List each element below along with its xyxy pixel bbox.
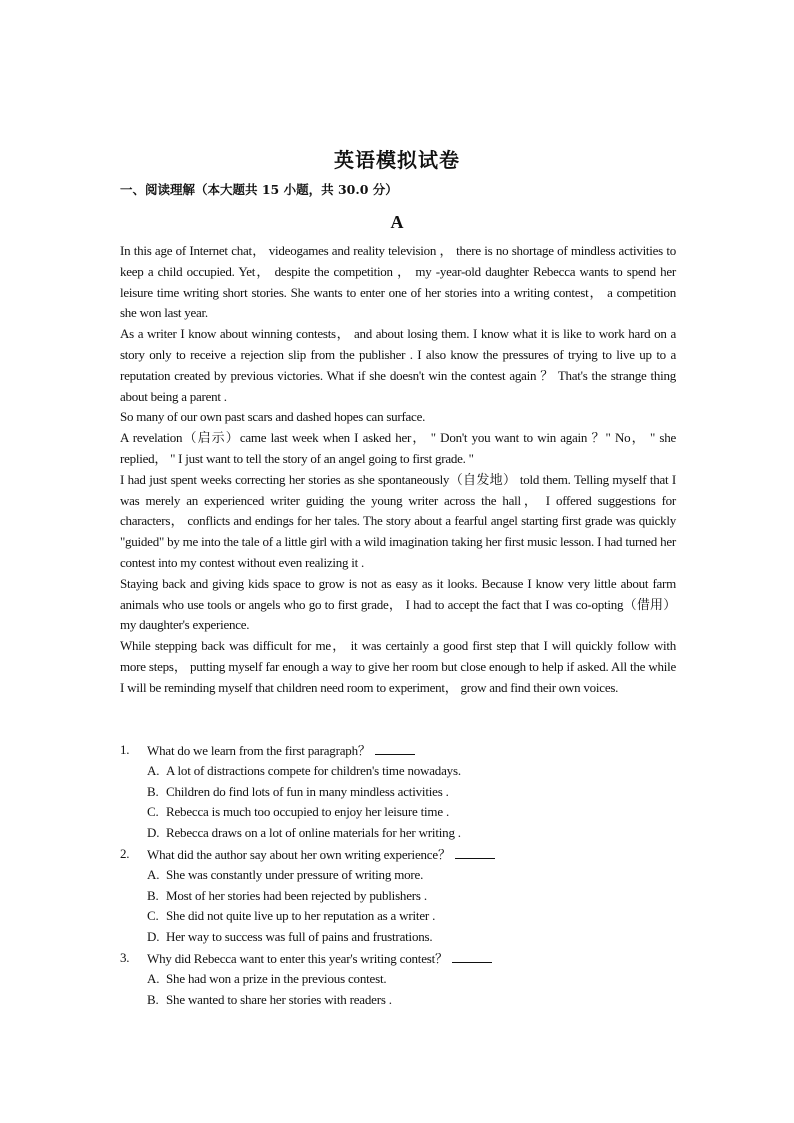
question-stem [120,740,676,761]
option-letter: A. [147,762,160,778]
question-text-wrap [147,844,495,866]
option-text: She was constantly under pressure of writing more. [166,866,424,882]
option-letter: A. [147,970,160,986]
option-letter: B. [147,783,159,799]
question-list [120,740,676,1010]
passage-paragraph-5: I had just spent weeks correcting her stories as she spontaneously（自发地） told them. Telling myself that I was merely an experienced writer guiding the young writer across the hall， I offered suggestions for characters， conflicts and endings for her tales. The story about a fearful angel starting first grade was quickly "guided" by me into the tale of a little girl with a wild imagination taking her first music lesson. I had turned her contest into my contest without even realizing it . [120,471,676,570]
option-text: Children do find lots of fun in many mindless activities . [166,783,449,799]
option-text: Her way to success was full of pains and frustrations. [166,929,433,945]
question-number: 1. [120,742,130,757]
passage-letter: A [390,212,404,232]
option-d[interactable] [120,823,676,844]
answer-blank[interactable] [455,844,495,859]
option-c[interactable] [120,906,676,927]
option-text: She wanted to share her stories with readers . [166,991,392,1007]
passage-paragraph-7: While stepping back was difficult for me， it was certainly a good first step that I will quickly follow with more steps， putting myself far enough a way to give her room but close enough to help if asked. All the while I will be reminding myself that children need room to experiment， grow and find their own voices. [120,638,676,695]
option-a[interactable] [120,761,676,782]
option-text: She had won a prize in the previous contest. [166,970,387,986]
option-c[interactable] [120,802,676,823]
option-letter: D. [147,825,160,841]
answer-blank[interactable] [452,948,492,963]
passage-paragraph-3: So many of our own past scars and dashed hopes can surface. [120,409,426,425]
option-b[interactable] [120,782,676,803]
passage-paragraph-6: Staying back and giving kids space to grow is not as easy as it looks. Because I know very little about farm animals who use tools or angels who go to first grade， I had to accept the fact that I was co-opting（借用）my daughter's experience. [120,575,676,633]
option-a[interactable] [120,969,676,990]
question-text-wrap [147,740,415,762]
option-text: She did not quite live up to her reputation as a writer . [166,908,436,924]
option-text: Rebecca draws on a lot of online materials for her writing . [166,825,461,841]
passage-paragraph-4: A revelation（启示）came last week when I asked her， " Don't you want to win again ？" No， " she replied， " I just want to tell the story of an angel going to first grade. " [120,430,676,466]
question-stem [120,948,676,969]
question-number: 2. [120,845,130,861]
question-text: What do we learn from the first paragraph？ [147,743,371,758]
option-letter: A. [147,866,160,882]
option-b[interactable] [120,990,676,1011]
option-a[interactable] [120,865,676,886]
option-text: Rebecca is much too occupied to enjoy her leisure time . [166,804,450,820]
page-title: 英语模拟试卷 [334,148,460,172]
question-stem [120,844,676,865]
question-2 [120,844,676,948]
option-letter: D. [147,929,160,945]
option-text: Most of her stories had been rejected by publishers . [166,887,427,903]
option-letter: C. [147,804,159,820]
question-1 [120,740,676,844]
option-letter: B. [147,887,159,903]
option-text: A lot of distractions compete for children's time nowadays. [166,762,461,778]
reading-passage [120,241,676,699]
answer-blank[interactable] [375,740,415,755]
section-header: 一、阅读理解（本大题共 15 小题，共 30.0 分） [120,182,398,197]
question-text-wrap [147,948,492,970]
option-d[interactable] [120,927,676,948]
question-3 [120,948,676,1010]
passage-paragraph-2: As a writer I know about winning contests， and about losing them. I know what it is like to work hard on a story only to receive a rejection slip from the publisher . I also know the pressures of trying to live up to a reputation created by previous victories. What if she doesn't win the contest again ？ That's the strange thing about being a parent . [120,326,676,404]
option-letter: C. [147,908,159,924]
question-text: Why did Rebecca want to enter this year's writing contest？ [147,950,448,966]
question-number: 3. [120,949,130,965]
question-text: What did the author say about her own writing experience？ [147,846,451,862]
option-letter: B. [147,991,159,1007]
option-b[interactable] [120,886,676,907]
passage-paragraph-1: In this age of Internet chat， videogames and reality television ， there is no shortage of mindless activities to keep a child occupied. Yet， despite the competition ， my -year-old daughter Rebecca wants to spend her leisure time writing short stories. She wants to enter one of her stories into a writing contest， a competition she won last year. [120,243,676,321]
